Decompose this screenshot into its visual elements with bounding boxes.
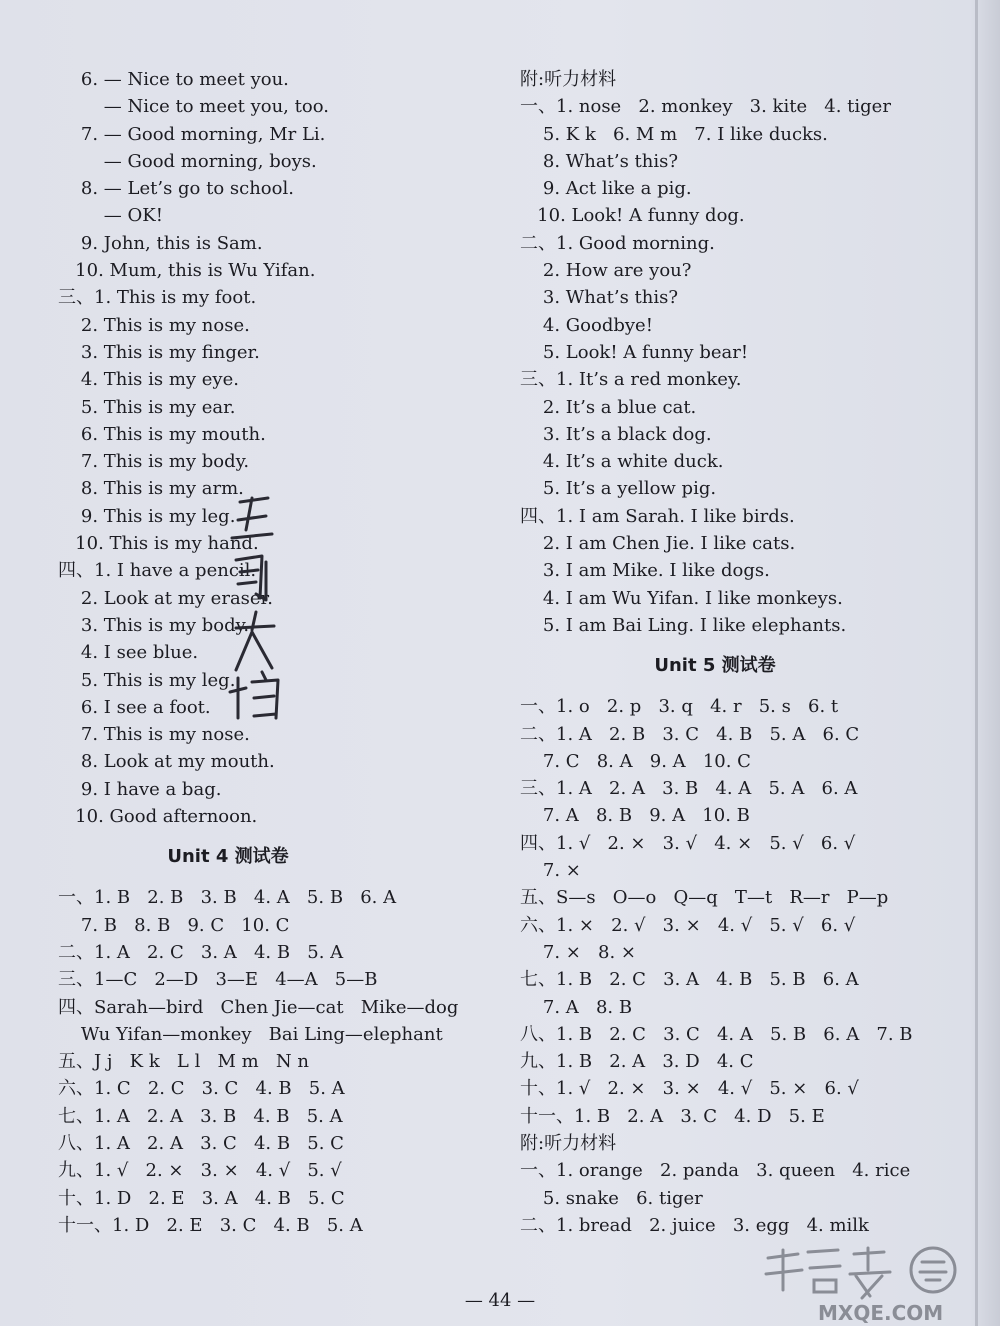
answer-line: Wu Yifan—monkey Bai Ling—elephant (58, 1023, 443, 1045)
answer-line: 十一、1. D 2. E 3. C 4. B 5. A (58, 1214, 363, 1236)
answer-line: 三、1. A 2. A 3. B 4. A 5. A 6. A (520, 778, 858, 800)
answer-line: 6. — Nice to meet you. (58, 69, 289, 90)
answer-line: 7. C 8. A 9. A 10. C (520, 750, 751, 772)
answer-line: 10. This is my hand. (58, 533, 259, 555)
answer-line: 六、1. × 2. √ 3. × 4. √ 5. √ 6. √ (520, 914, 856, 936)
answer-line: 三、1—C 2—D 3—E 4—A 5—B (58, 969, 378, 991)
answer-line: 三、1. This is my foot. (58, 287, 257, 309)
answer-line: 10. Look! A funny dog. (520, 205, 745, 227)
answer-line: 一、1. o 2. p 3. q 4. r 5. s 6. t (520, 696, 839, 718)
answer-line: — Nice to meet you, too. (58, 96, 329, 118)
answer-line: 4. I see blue. (58, 642, 199, 664)
answer-line: 2. It’s a blue cat. (520, 396, 697, 418)
answer-line: 3. This is my body. (58, 614, 250, 636)
answer-line: 9. I have a bag. (58, 778, 222, 800)
answer-line: 7. This is my nose. (58, 724, 250, 746)
answer-line: 四、1. √ 2. × 3. √ 4. × 5. √ 6. √ (520, 832, 856, 854)
binding-gutter (975, 0, 978, 1326)
answer-line: 3. It’s a black dog. (520, 423, 712, 445)
answer-line: 一、1. orange 2. panda 3. queen 4. rice (520, 1160, 911, 1182)
answer-line: 7. A 8. B 9. A 10. B (520, 805, 750, 827)
answer-line: 9. This is my leg. (58, 505, 236, 527)
answer-line: 五、S—s O—o Q—q T—t R—r P—p (520, 887, 889, 909)
answer-line: 七、1. B 2. C 3. A 4. B 5. B 6. A (520, 969, 859, 991)
answer-line: 6. This is my mouth. (58, 423, 266, 445)
answer-line: 五、J j K k L l M m N n (58, 1051, 309, 1073)
answer-line: 5. This is my ear. (58, 396, 236, 418)
answer-line: 3. I am Mike. I like dogs. (520, 560, 770, 582)
answer-line: 5. This is my leg. (58, 669, 236, 691)
answer-line: 二、1. bread 2. juice 3. egg 4. milk (520, 1214, 869, 1236)
answer-line: 5. Look! A funny bear! (520, 341, 749, 363)
answer-line: 8. What’s this? (520, 150, 678, 172)
answer-line: 8. This is my arm. (58, 478, 244, 500)
answer-line: 10. Good afternoon. (58, 806, 258, 828)
answer-line: 七、1. A 2. A 3. B 4. B 5. A (58, 1105, 343, 1127)
answer-line: 附:听力材料 (520, 1132, 617, 1154)
answer-line: 十一、1. B 2. A 3. C 4. D 5. E (520, 1105, 825, 1127)
answer-line: 一、1. B 2. B 3. B 4. A 5. B 6. A (58, 887, 397, 909)
answer-line: 二、1. A 2. C 3. A 4. B 5. A (58, 941, 344, 963)
answer-line: 5. snake 6. tiger (520, 1187, 703, 1209)
page-number: — 44 — (464, 1290, 536, 1311)
answer-line: 4. This is my eye. (58, 369, 239, 391)
answer-line: 4. Goodbye! (520, 314, 653, 336)
answer-line: 2. How are you? (520, 260, 692, 282)
right-column (520, 66, 950, 1239)
answer-line: 2. This is my nose. (58, 314, 250, 336)
answer-line: 八、1. A 2. A 3. C 4. B 5. C (58, 1132, 344, 1154)
answer-line: 8. Look at my mouth. (58, 751, 275, 773)
answer-line: 四、Sarah—bird Chen Jie—cat Mike—dog (58, 996, 459, 1018)
answer-line: 3. What’s this? (520, 287, 678, 309)
answer-line: — Good morning, boys. (58, 150, 317, 172)
answer-line: 十、1. D 2. E 3. A 4. B 5. C (58, 1187, 345, 1209)
answer-line: 4. I am Wu Yifan. I like monkeys. (520, 587, 843, 609)
answer-line: 7. This is my body. (58, 451, 250, 473)
answer-line: 5. K k 6. M m 7. I like ducks. (520, 123, 828, 145)
answer-line: 6. I see a foot. (58, 696, 211, 718)
answer-line: 7. × (520, 860, 581, 882)
watermark-url: MXQE.COM (818, 1301, 944, 1325)
watermark-logo (758, 1240, 988, 1326)
answer-line: 10. Mum, this is Wu Yifan. (58, 260, 316, 282)
answer-line: 7. × 8. × (520, 941, 637, 963)
answer-line: 一、1. nose 2. monkey 3. kite 4. tiger (520, 96, 891, 118)
answer-line: 二、1. A 2. B 3. C 4. B 5. A 6. C (520, 723, 860, 745)
answer-line: 9. John, this is Sam. (58, 232, 263, 254)
answer-line: 4. It’s a white duck. (520, 451, 724, 473)
answer-line: 9. Act like a pig. (520, 178, 692, 200)
answer-line: 八、1. B 2. C 3. C 4. A 5. B 6. A 7. B (520, 1023, 913, 1045)
answer-line: 7. A 8. B (520, 996, 633, 1018)
answer-line: 8. — Let’s go to school. (58, 178, 294, 200)
answer-line: — OK! (58, 205, 163, 227)
section-heading: Unit 5 测试卷 (654, 655, 776, 677)
answer-line: 5. It’s a yellow pig. (520, 478, 717, 500)
answer-line: 2. Look at my eraser. (58, 587, 273, 609)
answer-line: 7. B 8. B 9. C 10. C (58, 914, 290, 936)
section-heading: Unit 4 测试卷 (167, 846, 289, 868)
answer-line: 四、1. I am Sarah. I like birds. (520, 505, 795, 527)
answer-line: 十、1. √ 2. × 3. × 4. √ 5. × 6. √ (520, 1078, 859, 1100)
answer-line: 六、1. C 2. C 3. C 4. B 5. A (58, 1078, 345, 1100)
answer-line: 九、1. √ 2. × 3. × 4. √ 5. √ (58, 1160, 342, 1182)
answer-line: 3. This is my finger. (58, 341, 260, 363)
answer-line: 附:听力材料 (520, 69, 617, 90)
answer-line: 四、1. I have a pencil. (58, 560, 257, 582)
answer-line: 九、1. B 2. A 3. D 4. C (520, 1051, 754, 1073)
answer-line: 5. I am Bai Ling. I like elephants. (520, 614, 847, 636)
answer-line: 二、1. Good morning. (520, 232, 715, 254)
answer-line: 三、1. It’s a red monkey. (520, 369, 742, 391)
answer-line: 7. — Good morning, Mr Li. (58, 123, 326, 145)
handwritten-annotation (222, 480, 292, 730)
answer-line: 2. I am Chen Jie. I like cats. (520, 533, 796, 555)
